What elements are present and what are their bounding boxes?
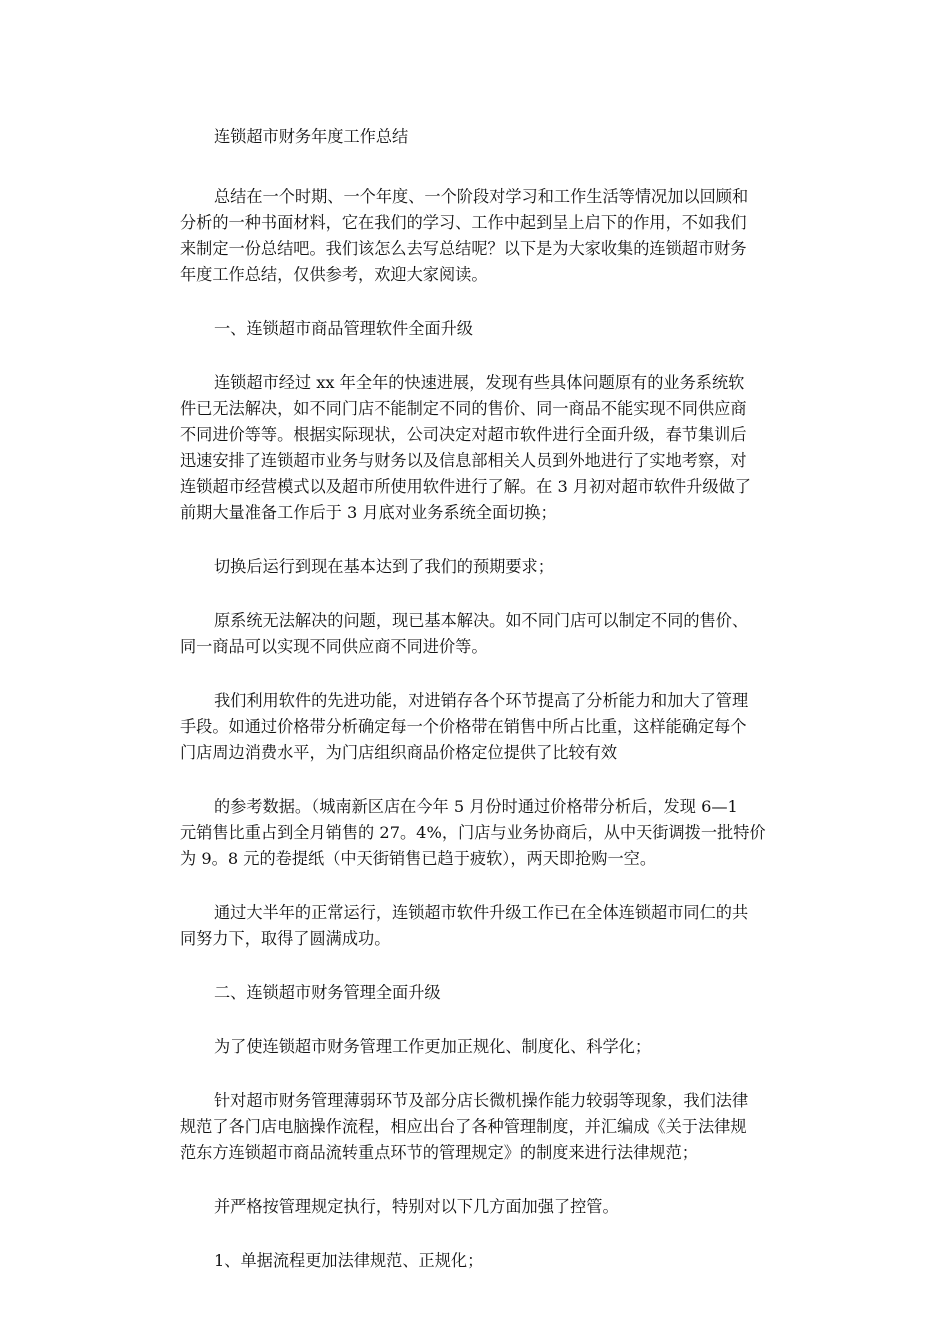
paragraph-finance-rules: 针对超市财务管理薄弱环节及部分店长微机操作能力较弱等现象，我们法律 规范了各门店电脑操作流程，相应出台了各种管理制度，并汇编成《关于法律规 范东方连锁超市商品流转重点环节的管理规定》的制度来进行法律规范；: [180, 1091, 749, 1162]
list-item-1: 1、单据流程更加法律规范、正规化；: [214, 1251, 484, 1270]
paragraph-analysis: 我们利用软件的先进功能，对进销存各个环节提高了分析能力和加大了管理 手段。如通过价格带分析确定每一个价格带在销售中所占比重，这样能确定每个 门店周边消费水平，为门店组织商品价格定位提供了比较有效: [180, 691, 749, 762]
paragraph-switch-result: 切换后运行到现在基本达到了我们的预期要求；: [214, 557, 554, 576]
paragraph-software-upgrade: 连锁超市经过 xx 年全年的快速进展，发现有些具体问题原有的业务系统软 件已无法解决，如不同门店不能制定不同的售价、同一商品不能实现不同供应商 不同进价等等。根据实际现状，公司决定对超市软件进行全面升级，春节集训后 迅速安排了连锁超市业务与财务以及信息部相关人员到外地进行了实地考察，对 连锁超市经营模式以及超市所使用软件进行了解。在 3 月初对超市软件升级做了 前期大量准备工作后于 3 月底对业务系统全面切换；: [180, 373, 751, 522]
section-heading-2: 二、连锁超市财务管理全面升级: [214, 983, 441, 1002]
document-title: 连锁超市财务年度工作总结: [214, 127, 409, 146]
paragraph-control: 并严格按管理规定执行，特别对以下几方面加强了控管。: [214, 1197, 619, 1216]
paragraph-success: 通过大半年的正常运行，连锁超市软件升级工作已在全体连锁超市同仁的共 同努力下，取得了圆满成功。: [180, 903, 749, 948]
paragraph-reference-data: 的参考数据。（城南新区店在今年 5 月份时通过价格带分析后，发现 6—1 元销售比重占到全月销售的 27。4%，门店与业务协商后，从中天街调拨一批特价 为 9。8 元的卷提纸（中天街销售已趋于疲软），两天即抢购一空。: [180, 797, 766, 868]
paragraph-problems-solved: 原系统无法解决的问题，现已基本解决。如不同门店可以制定不同的售价、 同一商品可以实现不同供应商不同进价等。: [180, 611, 749, 656]
section-heading-1: 一、连锁超市商品管理软件全面升级: [214, 319, 473, 338]
paragraph-intro: 总结在一个时期、一个年度、一个阶段对学习和工作生活等情况加以回顾和 分析的一种书面材料，它在我们的学习、工作中起到呈上启下的作用，不如我们 来制定一份总结吧。我们该怎么去写总结呢？以下是为大家收集的连锁超市财务 年度工作总结，仅供参考，欢迎大家阅读。: [180, 187, 749, 284]
paragraph-finance-goal: 为了使连锁超市财务管理工作更加正规化、制度化、科学化；: [214, 1037, 652, 1056]
document-body: [180, 124, 780, 1302]
